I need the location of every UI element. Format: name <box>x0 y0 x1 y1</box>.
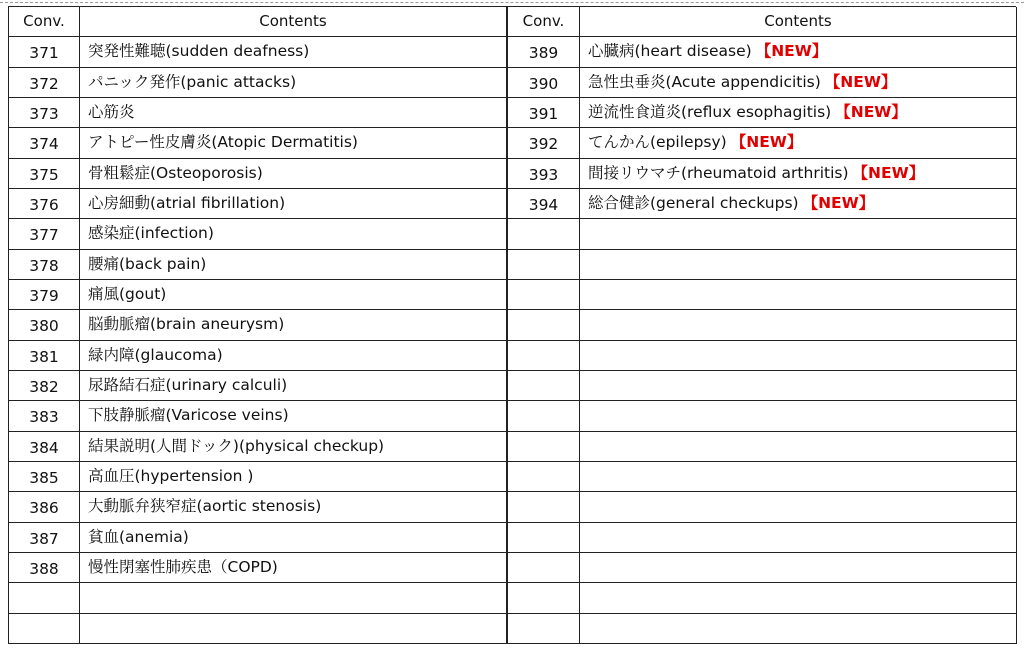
contents-cell: 大動脈弁狭窄症(aortic stenosis) <box>80 492 508 522</box>
new-badge: 【NEW】 <box>835 102 907 121</box>
conv-number-cell: 388 <box>9 553 80 583</box>
contents-cell: 心筋炎 <box>80 98 508 128</box>
conv-number-cell: 374 <box>9 128 80 158</box>
header-contents-left: Contents <box>80 7 508 37</box>
contents-text: 心臓病(heart disease) <box>588 42 752 61</box>
conv-number-cell <box>508 219 580 249</box>
contents-cell <box>80 614 508 644</box>
contents-cell <box>580 523 1017 553</box>
contents-cell: 突発性難聴(sudden deafness) <box>80 37 508 67</box>
contents-cell: 尿路結石症(urinary calculi) <box>80 371 508 401</box>
conv-number-cell: 375 <box>9 159 80 189</box>
contents-cell <box>580 189 1017 219</box>
conv-number-cell: 377 <box>9 219 80 249</box>
conv-number-cell <box>508 614 580 644</box>
conv-number-cell: 390 <box>508 68 580 98</box>
contents-text: 逆流性食道炎(reflux esophagitis) <box>588 102 832 121</box>
top-dashed-rule <box>0 2 1024 3</box>
conv-number-cell <box>508 583 580 613</box>
conv-number-cell <box>508 341 580 371</box>
conv-number-cell <box>508 492 580 522</box>
contents-cell <box>80 583 508 613</box>
contents-cell <box>580 280 1017 310</box>
contents-cell: 貧血(anemia) <box>80 523 508 553</box>
header-conv-right: Conv. <box>508 7 580 37</box>
conv-number-cell <box>508 401 580 431</box>
conv-number-cell: 379 <box>9 280 80 310</box>
contents-cell: 結果説明(人間ドック)(physical checkup) <box>80 432 508 462</box>
conv-number-cell: 372 <box>9 68 80 98</box>
contents-text: 総合健診(general checkups) <box>588 193 799 212</box>
conv-number-cell: 393 <box>508 159 580 189</box>
contents-cell: 感染症(infection) <box>80 219 508 249</box>
conv-number-cell <box>9 614 80 644</box>
conv-number-cell: 382 <box>9 371 80 401</box>
contents-cell <box>580 159 1017 189</box>
contents-cell: 脳動脈瘤(brain aneurysm) <box>80 310 508 340</box>
conv-number-cell <box>508 432 580 462</box>
conv-number-cell: 378 <box>9 250 80 280</box>
contents-cell <box>580 492 1017 522</box>
contents-cell: 骨粗鬆症(Osteoporosis) <box>80 159 508 189</box>
conv-number-cell <box>508 523 580 553</box>
contents-cell: 心房細動(atrial fibrillation) <box>80 189 508 219</box>
contents-cell: 慢性閉塞性肺疾患（COPD) <box>80 553 508 583</box>
contents-cell <box>580 583 1017 613</box>
conv-number-cell <box>508 553 580 583</box>
contents-text: てんかん(epilepsy) <box>588 133 727 152</box>
conv-number-cell <box>508 250 580 280</box>
conv-number-cell: 389 <box>508 37 580 67</box>
conv-number-cell: 386 <box>9 492 80 522</box>
conv-number-cell: 385 <box>9 462 80 492</box>
conv-number-cell: 394 <box>508 189 580 219</box>
contents-cell <box>580 432 1017 462</box>
contents-cell: 腰痛(back pain) <box>80 250 508 280</box>
conv-number-cell: 380 <box>9 310 80 340</box>
conv-number-cell <box>508 371 580 401</box>
conv-number-cell: 383 <box>9 401 80 431</box>
new-badge: 【NEW】 <box>824 72 897 91</box>
contents-cell <box>580 341 1017 371</box>
contents-cell <box>580 371 1017 401</box>
conv-number-cell: 387 <box>9 523 80 553</box>
conv-number-cell: 371 <box>9 37 80 67</box>
contents-cell <box>580 128 1017 158</box>
contents-cell: 緑内障(glaucoma) <box>80 341 508 371</box>
conv-number-cell: 373 <box>9 98 80 128</box>
contents-text: 急性虫垂炎(Acute appendicitis) <box>588 72 821 91</box>
new-badge: 【NEW】 <box>852 163 925 182</box>
conv-number-cell <box>508 462 580 492</box>
conv-number-cell <box>9 583 80 613</box>
contents-cell <box>580 310 1017 340</box>
conv-number-cell <box>508 310 580 340</box>
contents-cell: 痛風(gout) <box>80 280 508 310</box>
contents-cell <box>580 462 1017 492</box>
conv-number-cell: 376 <box>9 189 80 219</box>
new-badge: 【NEW】 <box>730 133 803 152</box>
contents-cell <box>580 401 1017 431</box>
contents-cell <box>580 37 1017 67</box>
conv-number-cell <box>508 280 580 310</box>
contents-text: 間接リウマチ(rheumatoid arthritis) <box>588 163 849 182</box>
conv-number-cell: 381 <box>9 341 80 371</box>
contents-cell <box>580 553 1017 583</box>
header-conv-left: Conv. <box>9 7 80 37</box>
new-badge: 【NEW】 <box>755 42 828 61</box>
conversation-table <box>8 6 1016 644</box>
contents-cell: 下肢静脈瘤(Varicose veins) <box>80 401 508 431</box>
conv-number-cell: 391 <box>508 98 580 128</box>
contents-cell <box>580 614 1017 644</box>
contents-cell: アトピー性皮膚炎(Atopic Dermatitis) <box>80 128 508 158</box>
contents-cell <box>580 98 1017 128</box>
contents-cell <box>580 219 1017 249</box>
header-contents-right: Contents <box>580 7 1017 37</box>
contents-cell <box>580 68 1017 98</box>
contents-cell: パニック発作(panic attacks) <box>80 68 508 98</box>
conv-number-cell: 392 <box>508 128 580 158</box>
conv-number-cell: 384 <box>9 432 80 462</box>
new-badge: 【NEW】 <box>802 193 875 212</box>
contents-cell: 高血圧(hypertension ) <box>80 462 508 492</box>
contents-cell <box>580 250 1017 280</box>
